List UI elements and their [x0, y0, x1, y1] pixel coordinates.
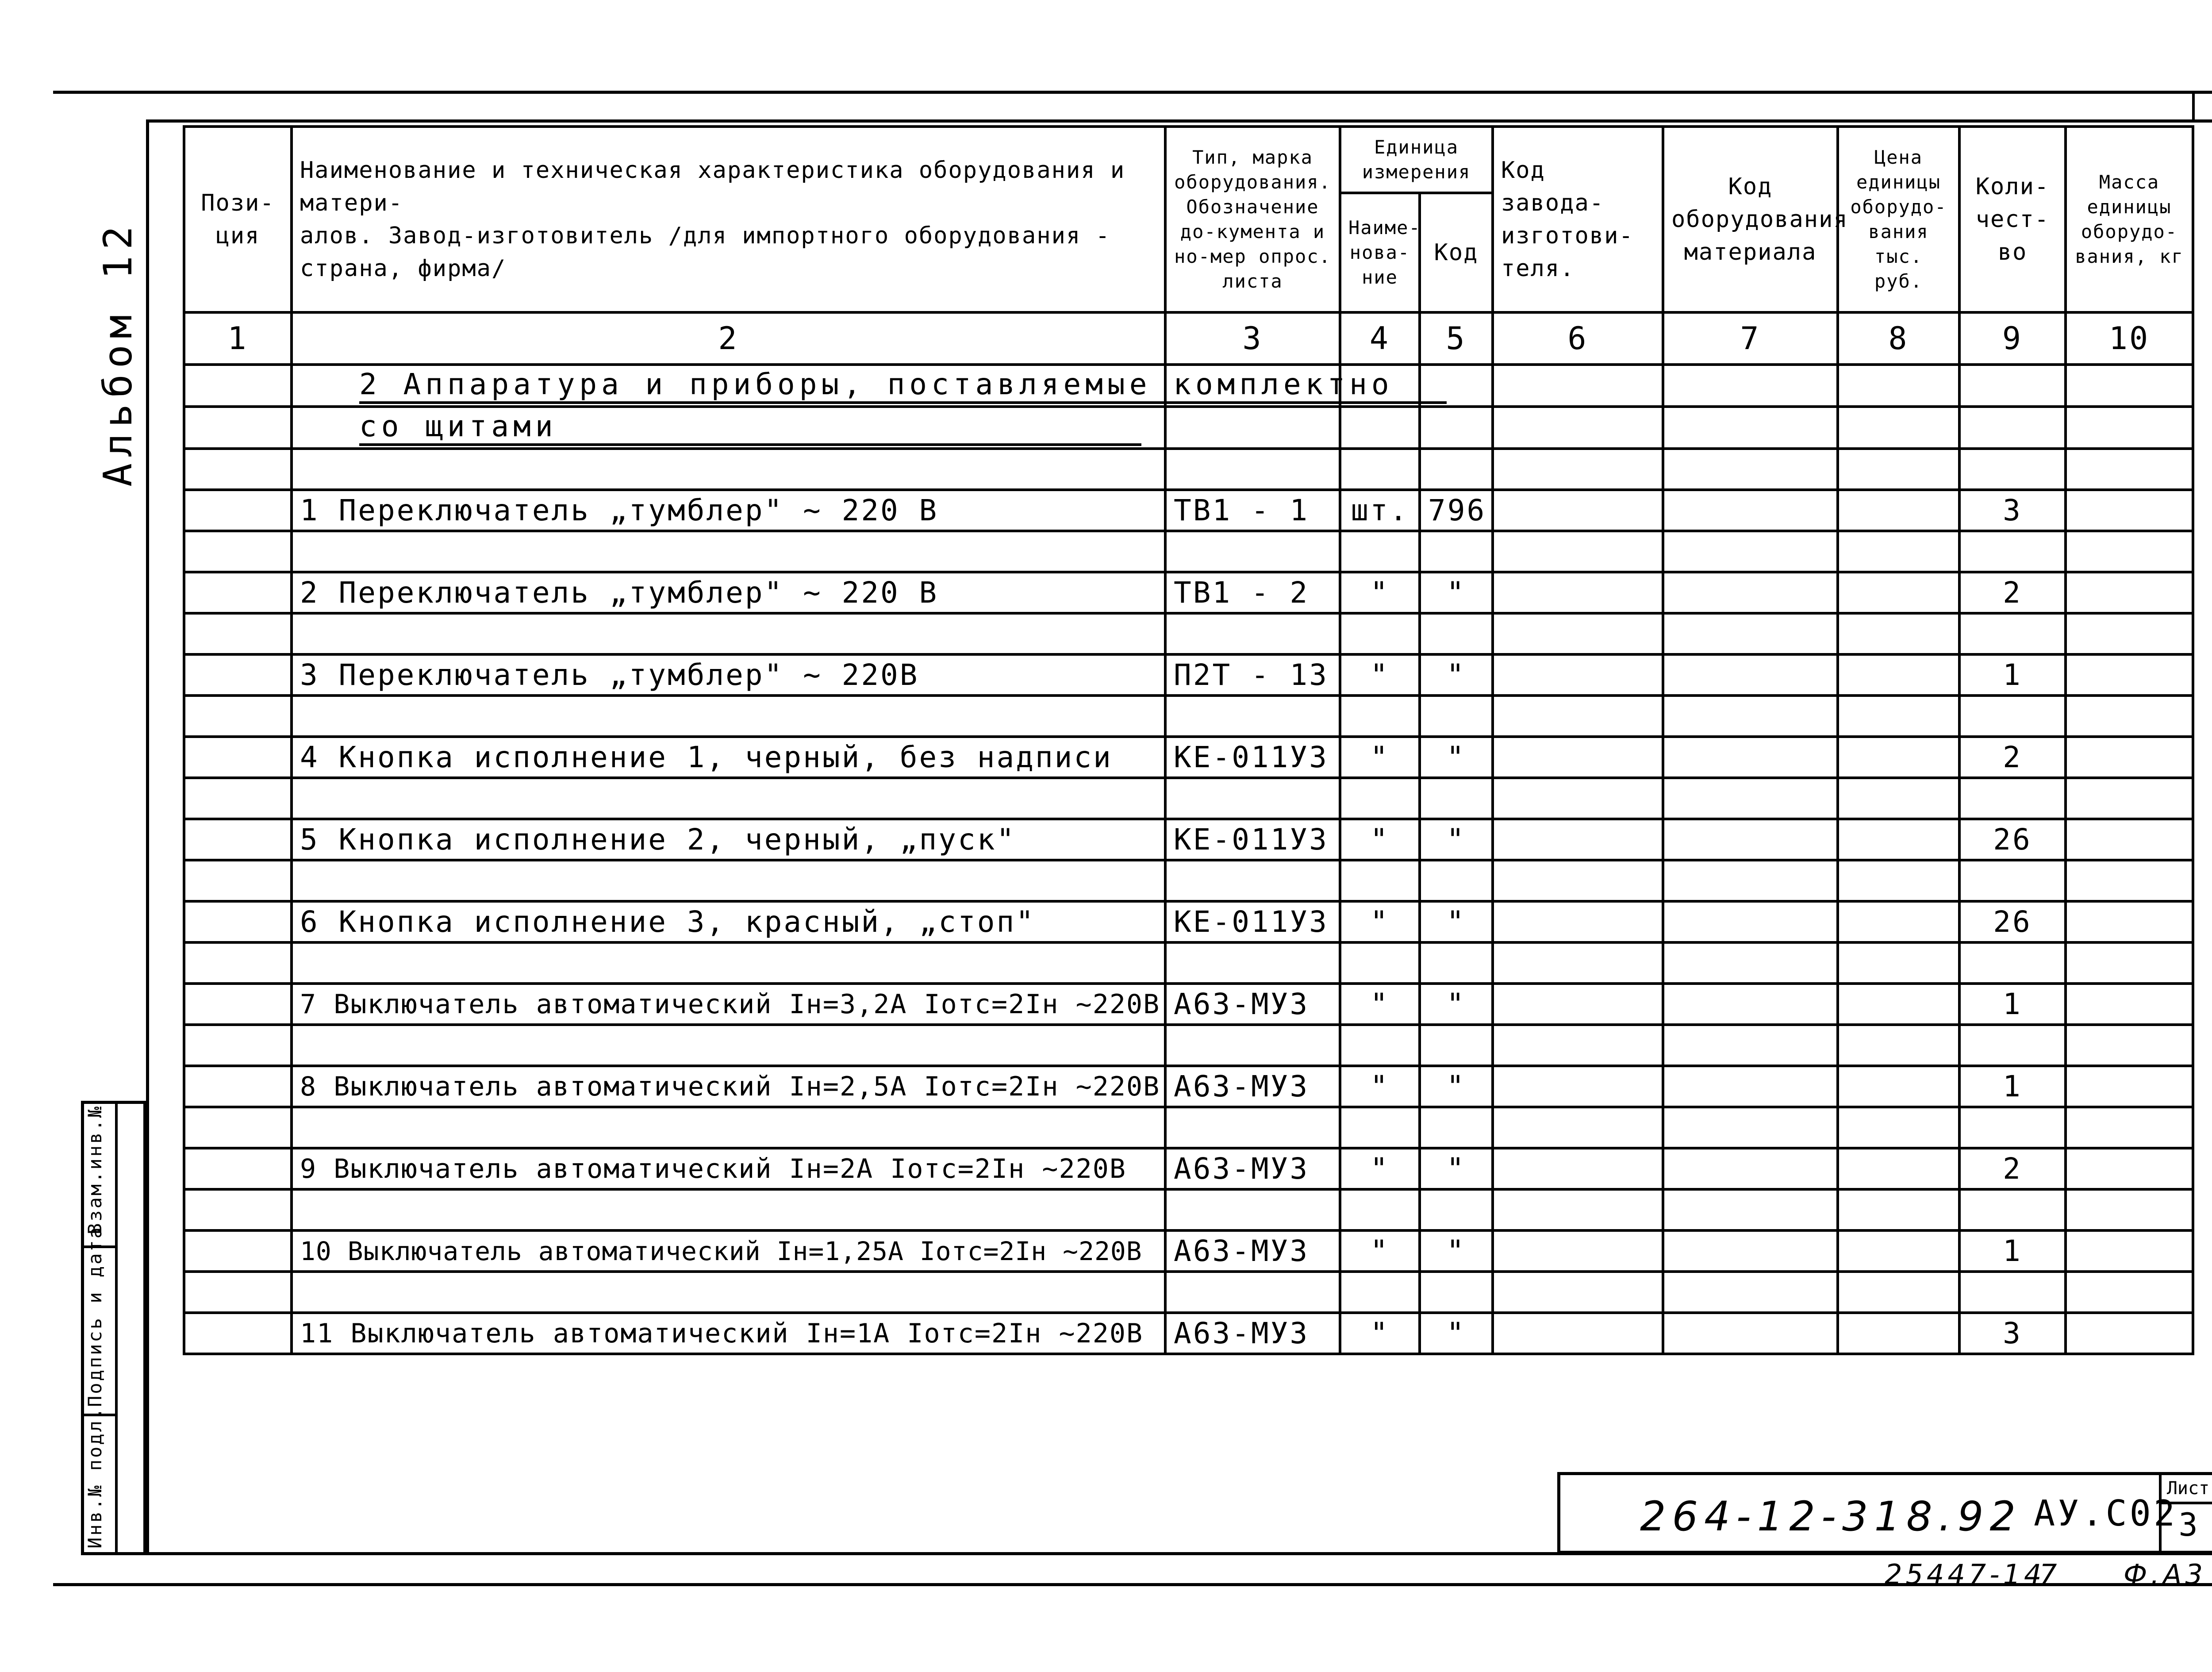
table-row [184, 737, 2193, 778]
spacer-row [184, 1025, 2193, 1066]
item-unit: " [1340, 654, 1420, 696]
item-quantity: 1 [1959, 1230, 2066, 1272]
stamp-vzam-label: Взам.инв.№ [84, 1105, 106, 1234]
table-row [184, 490, 2193, 531]
spacer-row [184, 613, 2193, 654]
col-position-header: Пози- ция [184, 127, 292, 312]
item-unit: " [1340, 1148, 1420, 1189]
item-quantity: 3 [1959, 1313, 2066, 1354]
item-unit-code: " [1420, 1313, 1493, 1354]
spacer-row [184, 1272, 2193, 1313]
item-type: П2Т - 13 [1165, 654, 1340, 696]
col-number: 4 [1340, 312, 1420, 365]
col-manufacturer-code-header: Код завода-изготови-теля. [1493, 127, 1663, 312]
spacer-row [184, 942, 2193, 984]
item-name: 2 Переключатель „тумблер" ~ 220 В [292, 572, 1165, 613]
item-unit: " [1340, 1230, 1420, 1272]
col-unit-code-header: Код [1420, 193, 1493, 312]
spacer-row [184, 449, 2193, 490]
item-unit-code: " [1420, 654, 1493, 696]
col-number: 8 [1838, 312, 1959, 365]
spacer-row [184, 1189, 2193, 1230]
stamp-inv-label: Инв.№ подл. [84, 1406, 106, 1549]
spacer-row [184, 778, 2193, 819]
col-number: 9 [1959, 312, 2066, 365]
table-row [184, 901, 2193, 942]
item-name: 11 Выключатель автоматический Iн=1А Iотс=2Iн ~220В [292, 1313, 1165, 1354]
header-row [184, 127, 2193, 193]
item-quantity: 2 [1959, 737, 2066, 778]
item-unit: " [1340, 1313, 1420, 1354]
item-unit: " [1340, 737, 1420, 778]
item-type: ТВ1 - 1 [1165, 490, 1340, 531]
col-price-header: Цена единицы оборудо-вания тыс. руб. [1838, 127, 1959, 312]
col-number: 10 [2066, 312, 2193, 365]
item-unit: " [1340, 1066, 1420, 1107]
spacer-row [184, 531, 2193, 572]
item-name: 6 Кнопка исполнение 3, красный, „стоп" [292, 901, 1165, 942]
col-number: 2 [292, 312, 1165, 365]
item-quantity: 3 [1959, 490, 2066, 531]
item-name: 8 Выключатель автоматический Iн=2,5А Iотс=2Iн ~220В [292, 1066, 1165, 1107]
item-unit: " [1340, 572, 1420, 613]
item-unit-code: " [1420, 984, 1493, 1025]
table-row [184, 654, 2193, 696]
item-type: А63-МУ3 [1165, 1066, 1340, 1107]
specification-table [183, 125, 2194, 1355]
item-type: КЕ-011У3 [1165, 737, 1340, 778]
item-type: КЕ-011У3 [1165, 819, 1340, 860]
sheet-box [2159, 1475, 2212, 1551]
column-numbers-row [184, 312, 2193, 365]
item-quantity: 2 [1959, 1148, 2066, 1189]
item-type: ТВ1 - 2 [1165, 572, 1340, 613]
section-row [184, 365, 2193, 407]
col-unit-name-header: Наиме-нова-ние [1340, 193, 1420, 312]
col-number: 7 [1663, 312, 1838, 365]
table-row [184, 1313, 2193, 1354]
col-name-header: Наименование и техническая характеристика оборудования и матери- алов. Завод-изготовитель /для импортного оборудования - страна, фирма/ [292, 127, 1165, 312]
col-number: 6 [1493, 312, 1663, 365]
col-mass-header: Масса единицы оборудо-вания, кг [2066, 127, 2193, 312]
item-name: 7 Выключатель автоматический Iн=3,2А Iотс=2Iн ~220В [292, 984, 1165, 1025]
stamp-sign-label: Подпись и дата [84, 1225, 106, 1407]
item-type: А63-МУ3 [1165, 984, 1340, 1025]
col-type-header: Тип, марка оборудования. Обозначение до-кумента и но-мер опрос. листа [1165, 127, 1340, 312]
bottom-format: Ф.А3 [2124, 1558, 2206, 1591]
item-unit-code: " [1420, 1230, 1493, 1272]
item-name: 3 Переключатель „тумблер" ~ 220В [292, 654, 1165, 696]
section-title-line1: 2 Аппаратура и приборы, поставляемые комплектно [359, 367, 1447, 404]
bottom-doc-number: 25447-14 [1885, 1558, 2045, 1591]
item-unit: шт. [1340, 490, 1420, 531]
item-unit-code: " [1420, 1148, 1493, 1189]
item-unit-code: " [1420, 819, 1493, 860]
col-number: 5 [1420, 312, 1493, 365]
table-row [184, 1230, 2193, 1272]
table-row [184, 572, 2193, 613]
item-unit-code: " [1420, 572, 1493, 613]
document-code: 264-12-318.92 [1640, 1493, 2022, 1540]
item-name: 5 Кнопка исполнение 2, черный, „пуск" [292, 819, 1165, 860]
bottom-page-number: 7 [2039, 1558, 2061, 1591]
section-row [184, 407, 2193, 449]
sheet-number: 3 [2178, 1506, 2198, 1543]
item-name: 9 Выключатель автоматический Iн=2А Iотс=2Iн ~220В [292, 1148, 1165, 1189]
item-unit: " [1340, 819, 1420, 860]
item-quantity: 1 [1959, 984, 2066, 1025]
item-type: А63-МУ3 [1165, 1148, 1340, 1189]
sheet-number-top [2201, 94, 2212, 129]
col-number: 3 [1165, 312, 1340, 365]
spacer-row [184, 1107, 2193, 1148]
table-row [184, 1148, 2193, 1189]
item-unit-code: " [1420, 901, 1493, 942]
spacer-row [184, 696, 2193, 737]
table-row [184, 984, 2193, 1025]
item-unit-code: " [1420, 1066, 1493, 1107]
item-quantity: 26 [1959, 901, 2066, 942]
item-quantity: 26 [1959, 819, 2066, 860]
top-border-line [53, 91, 2212, 94]
col-number: 1 [184, 312, 292, 365]
item-quantity: 2 [1959, 572, 2066, 613]
section-title-line2: со щитами [359, 409, 1141, 446]
item-type: КЕ-011У3 [1165, 901, 1340, 942]
sheet-label: Лист [2162, 1475, 2212, 1504]
col-unit-group-header: Единица измерения [1340, 127, 1493, 193]
item-unit-code: " [1420, 737, 1493, 778]
item-unit: " [1340, 901, 1420, 942]
item-name: 10 Выключатель автоматический Iн=1,25А Iотс=2Iн ~220В [292, 1230, 1165, 1272]
item-name: 1 Переключатель „тумблер" ~ 220 В [292, 490, 1165, 531]
table-row [184, 1066, 2193, 1107]
album-label: Альбом 12 [95, 220, 141, 487]
table-row [184, 819, 2193, 860]
item-quantity: 1 [1959, 1066, 2066, 1107]
frame-top-line [146, 119, 2212, 123]
spacer-row [184, 860, 2193, 901]
title-block [1557, 1472, 2212, 1554]
left-frame-line [146, 119, 149, 1555]
item-type: А63-МУ3 [1165, 1230, 1340, 1272]
item-name: 4 Кнопка исполнение 1, черный, без надписи [292, 737, 1165, 778]
item-unit: " [1340, 984, 1420, 1025]
col-equipment-code-header: Код оборудования материала [1663, 127, 1838, 312]
col-quantity-header: Коли-чест-во [1959, 127, 2066, 312]
item-unit-code: 796 [1420, 490, 1493, 531]
item-type: А63-МУ3 [1165, 1313, 1340, 1354]
sheet-top-divider [2192, 94, 2195, 121]
document-mark: АУ.С02 [2034, 1493, 2177, 1534]
item-quantity: 1 [1959, 654, 2066, 696]
